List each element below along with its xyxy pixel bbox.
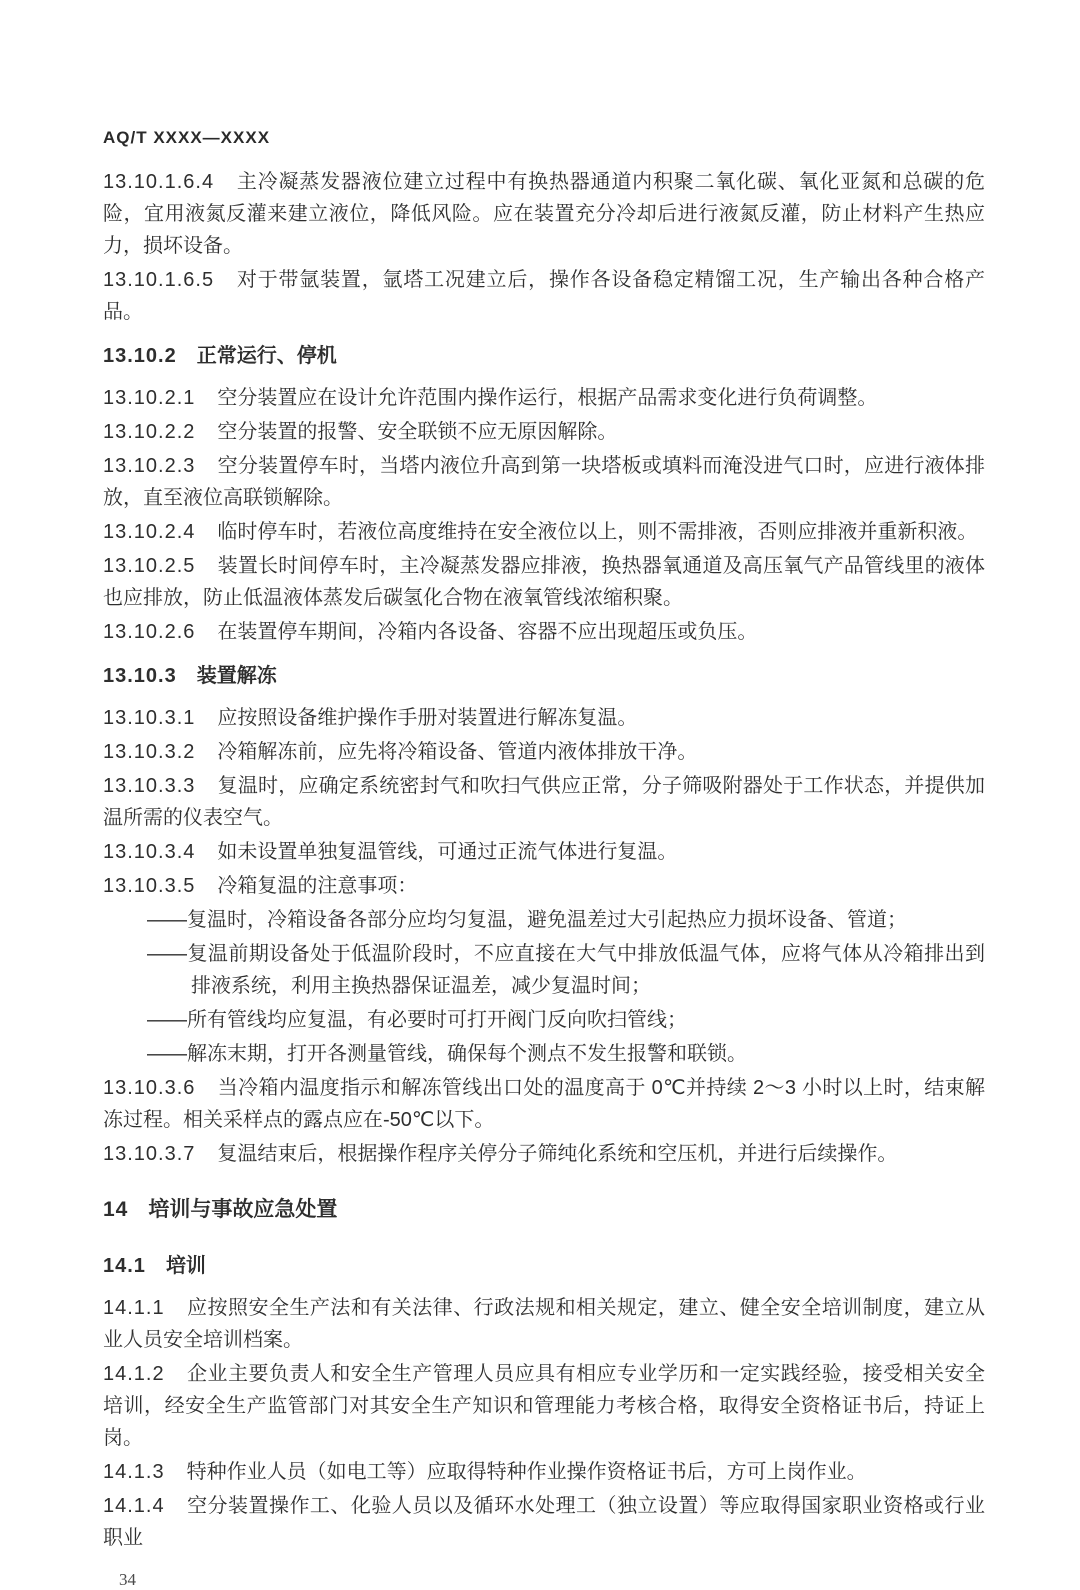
dash-list-item (103, 1004, 985, 1036)
clause-text: 装置长时间停车时，主冷凝蒸发器应排液，换热器氧通道及高压氧气产品管线里的液体也应排放，防止低温液体蒸发后碳氢化合物在液氧管线浓缩积聚。 (103, 555, 985, 609)
clause-number: 13.10.3.7 (103, 1143, 196, 1165)
clause-text: 复温结束后，根据操作程序关停分子筛纯化系统和空压机，并进行后续操作。 (217, 1143, 898, 1165)
clause-number: 13.10.2.6 (103, 621, 196, 643)
clause-text: 装置解冻 (196, 665, 277, 687)
clause-paragraph (103, 166, 985, 262)
clause-paragraph (103, 1490, 985, 1554)
clause-text: 空分装置操作工、化验人员以及循环水处理工（独立设置）等应取得国家职业资格或行业职业 (103, 1495, 985, 1549)
dash-item-text: ——解冻末期，打开各测量管线，确保每个测点不发生报警和联锁。 (147, 1043, 747, 1065)
clause-number: 14 (103, 1198, 129, 1221)
clause-number: 13.10.2.1 (103, 387, 196, 409)
clause-number: 13.10.3.5 (103, 875, 196, 897)
clause-paragraph (103, 702, 985, 734)
dash-list-item (103, 1038, 985, 1070)
clause-text: 复温时，应确定系统密封气和吹扫气供应正常，分子筛吸附器处于工作状态，并提供加温所需的仪表空气。 (103, 775, 985, 829)
section-heading (103, 1194, 985, 1226)
clause-number: 13.10.1.6.4 (103, 171, 215, 193)
clause-text: 应按照设备维护操作手册对装置进行解冻复温。 (217, 707, 638, 729)
clause-text: 冷箱解冻前，应先将冷箱设备、管道内液体排放干净。 (217, 741, 698, 763)
clause-paragraph (103, 516, 985, 548)
clause-paragraph (103, 550, 985, 614)
dash-item-text: ——复温时，冷箱设备各部分应均匀复温，避免温差过大引起热应力损坏设备、管道； (147, 909, 907, 931)
clause-paragraph (103, 770, 985, 834)
clause-number: 13.10.3.3 (103, 775, 196, 797)
clause-text: 特种作业人员（如电工等）应取得特种作业操作资格证书后，方可上岗作业。 (186, 1461, 867, 1483)
clause-paragraph (103, 1072, 985, 1136)
clause-text: 主冷凝蒸发器液位建立过程中有换热器通道内积聚二氧化碳、氧化亚氮和总碳的危险，宜用液氮反灌来建立液位，降低风险。应在装置充分冷却后进行液氮反灌，防止材料产生热应力，损坏设备。 (103, 171, 985, 257)
clause-text: 应按照安全生产法和有关法律、行政法规和相关规定，建立、健全安全培训制度，建立从业人员安全培训档案。 (103, 1297, 985, 1351)
clause-number: 13.10.3 (103, 665, 177, 687)
dash-list-item (103, 938, 985, 1002)
document-body (103, 166, 985, 1554)
clause-number: 13.10.2.2 (103, 421, 196, 443)
clause-number: 14.1.2 (103, 1363, 165, 1385)
clause-number: 14.1.4 (103, 1495, 165, 1517)
clause-number: 13.10.3.1 (103, 707, 196, 729)
clause-number: 13.10.3.2 (103, 741, 196, 763)
dash-item-text: ——复温前期设备处于低温阶段时，不应直接在大气中排放低温气体，应将气体从冷箱排出到排液系统，利用主换热器保证温差，减少复温时间； (147, 943, 985, 997)
document-header: AQ/T XXXX—XXXX (103, 128, 271, 147)
clause-text: 临时停车时，若液位高度维持在安全液位以上，则不需排液，否则应排液并重新积液。 (217, 521, 978, 543)
clause-text: 当冷箱内温度指示和解冻管线出口处的温度高于 0℃并持续 2～3 小时以上时，结束解冻过程。相关采样点的露点应在-50℃以下。 (103, 1077, 985, 1131)
clause-text: 培训 (165, 1255, 206, 1277)
clause-number: 13.10.3.4 (103, 841, 196, 863)
clause-number: 14.1.3 (103, 1461, 165, 1483)
clause-text: 空分装置停车时，当塔内液位升高到第一块塔板或填料而淹没进气口时，应进行液体排放，直至液位高联锁解除。 (103, 455, 985, 509)
clause-paragraph (103, 264, 985, 328)
clause-paragraph (103, 416, 985, 448)
clause-paragraph (103, 616, 985, 648)
clause-paragraph (103, 382, 985, 414)
clause-paragraph (103, 1358, 985, 1454)
dash-item-text: ——所有管线均应复温，有必要时可打开阀门反向吹扫管线； (147, 1009, 687, 1031)
clause-number: 13.10.2.3 (103, 455, 196, 477)
clause-paragraph (103, 836, 985, 868)
clause-number: 14.1.1 (103, 1297, 165, 1319)
clause-number: 13.10.2 (103, 345, 177, 367)
clause-text: 正常运行、停机 (196, 345, 337, 367)
clause-number: 13.10.2.5 (103, 555, 196, 577)
clause-text: 空分装置的报警、安全联锁不应无原因解除。 (217, 421, 618, 443)
clause-number: 14.1 (103, 1255, 146, 1277)
clause-paragraph (103, 870, 985, 902)
clause-text: 空分装置应在设计允许范围内操作运行，根据产品需求变化进行负荷调整。 (217, 387, 878, 409)
clause-text: 企业主要负责人和安全生产管理人员应具有相应专业学历和一定实践经验，接受相关安全培训，经安全生产监管部门对其安全生产知识和管理能力考核合格，取得安全资格证书后，持证上岗。 (103, 1363, 985, 1449)
page-number: 34 (119, 1570, 136, 1589)
clause-text: 对于带氩装置，氩塔工况建立后，操作各设备稳定精馏工况，生产输出各种合格产品。 (103, 269, 985, 323)
clause-text: 培训与事故应急处置 (148, 1198, 338, 1221)
clause-text: 在装置停车期间，冷箱内各设备、容器不应出现超压或负压。 (217, 621, 758, 643)
clause-text: 如未设置单独复温管线，可通过正流气体进行复温。 (217, 841, 678, 863)
subsection-heading (103, 660, 985, 692)
clause-paragraph (103, 450, 985, 514)
clause-paragraph (103, 1292, 985, 1356)
clause-number: 13.10.1.6.5 (103, 269, 215, 291)
dash-list-item (103, 904, 985, 936)
clause-number: 13.10.3.6 (103, 1077, 196, 1099)
subsection-heading (103, 340, 985, 372)
clause-paragraph (103, 736, 985, 768)
subsection-heading (103, 1250, 985, 1282)
clause-text: 冷箱复温的注意事项： (217, 875, 418, 897)
clause-number: 13.10.2.4 (103, 521, 196, 543)
clause-paragraph (103, 1138, 985, 1170)
